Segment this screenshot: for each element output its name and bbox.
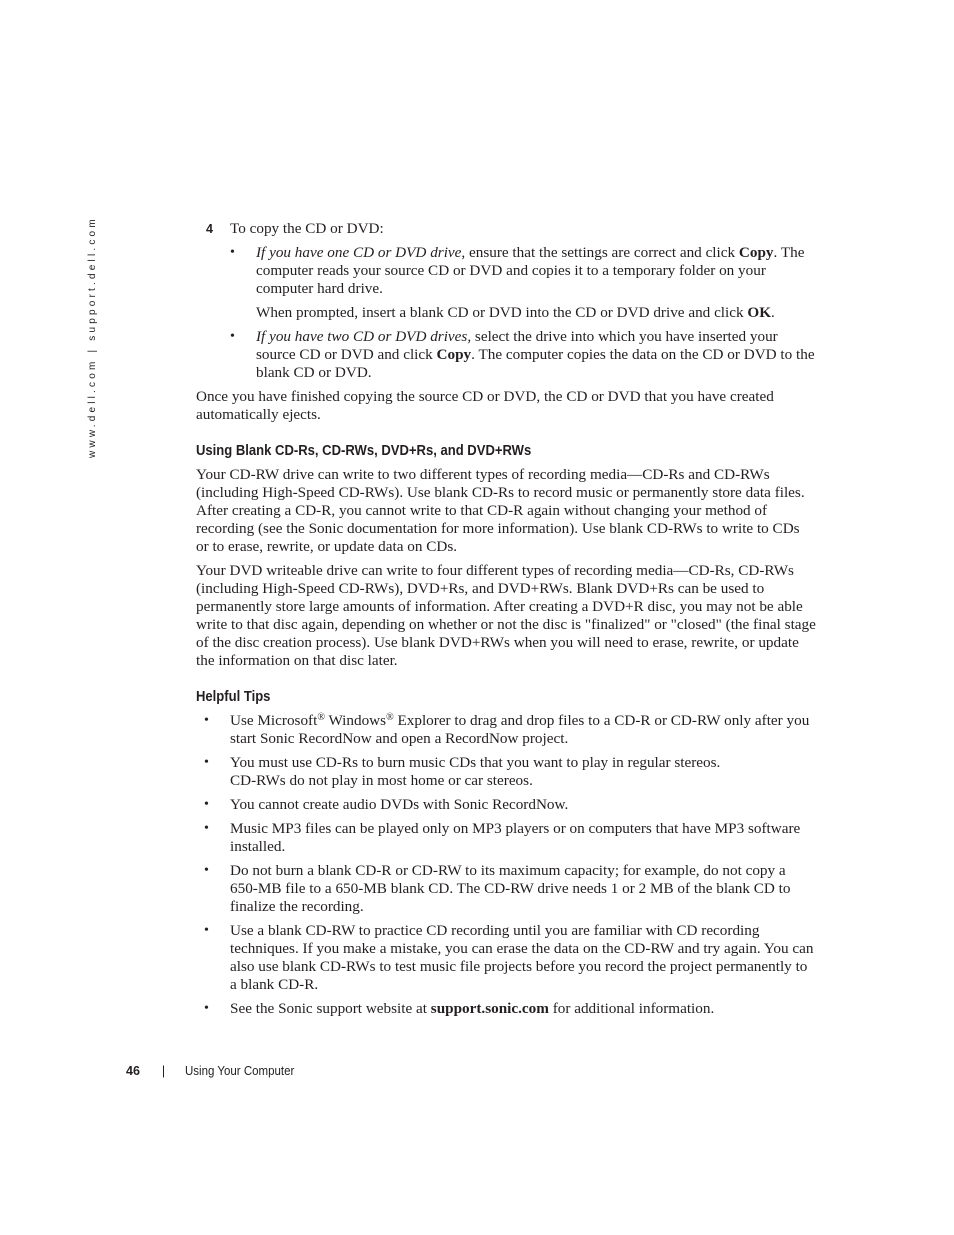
bullet-icon: •: [230, 329, 235, 344]
list-item: • See the Sonic support website at support.sonic.com for additional information.: [204, 1000, 715, 1017]
bullet-icon: •: [230, 245, 235, 260]
step-number: 4: [206, 222, 213, 236]
page-content: [196, 220, 816, 1024]
sonic-support-link[interactable]: support.sonic.com: [430, 1000, 549, 1017]
list-item: • If you have two CD or DVD drives, select the drive into which you have inserted your source CD or DVD and click Copy. The computer copies the data on the CD or DVD to the blank CD or DVD.: [230, 328, 815, 381]
bullet-icon: •: [204, 1001, 209, 1016]
bullet-icon: •: [204, 821, 209, 836]
tips-list: [204, 712, 816, 1018]
step-text: To copy the CD or DVD:: [230, 220, 384, 237]
section-heading-helpful-tips: Helpful Tips: [196, 689, 271, 705]
list-item: • You must use CD-Rs to burn music CDs that you want to play in regular stereos. CD-RWs do not play in most home or car stereos.: [204, 754, 721, 789]
side-url: www.dell.com | support.dell.com: [87, 216, 98, 458]
list-item: • You cannot create audio DVDs with Sonic RecordNow.: [204, 796, 569, 813]
list-item: • If you have one CD or DVD drive, ensure that the settings are correct and click Copy. The computer reads your source CD or DVD and copies it to a temporary folder on your computer hard drive. When prompted, insert a blank CD or DVD into the CD or DVD drive and click OK.: [230, 244, 805, 321]
page-footer: [126, 1062, 304, 1080]
list-item: • Do not burn a blank CD-R or CD-RW to its maximum capacity; for example, do not copy a 650-MB file to a 650-MB blank CD. The CD-RW drive needs 1 or 2 MB of the blank CD to finalize the recording.: [204, 862, 791, 915]
bullet-icon: •: [204, 923, 209, 938]
after-copy-paragraph: Once you have finished copying the source CD or DVD, the CD or DVD that you have created automatically ejects.: [196, 388, 774, 423]
footer-separator: |: [161, 1064, 166, 1078]
page-number: 46: [126, 1064, 140, 1078]
bullet-icon: •: [204, 797, 209, 812]
bullet-icon: •: [204, 713, 209, 728]
dvd-paragraph: Your DVD writeable drive can write to four different types of recording media—CD-Rs, CD-RWs (including High-Speed CD-RWs), DVD+Rs, and DVD+RWs. Blank DVD+Rs can be used to permanently store large amounts of information. After creating a DVD+R disc, you may not be able write to that disc again, depending on whether or not the disc is "finalized" or "closed" (the final stage of the disc creation process). Use blank DVD+RWs when you will need to erase, rewrite, or update the information on that disc later.: [196, 562, 816, 669]
bullet-icon: •: [204, 863, 209, 878]
copy-options-list: [230, 244, 816, 382]
list-item: • Music MP3 files can be played only on MP3 players or on computers that have MP3 software installed.: [204, 820, 801, 855]
option-title: If you have two CD or DVD drives: [256, 328, 468, 345]
step-4: [206, 220, 816, 238]
ok-command: OK: [747, 304, 772, 321]
chapter-title: Using Your Computer: [185, 1064, 295, 1078]
list-item: • Use Microsoft® Windows® Explorer to drag and drop files to a CD-R or CD-RW only after you start Sonic RecordNow and open a RecordNow project.: [204, 712, 810, 747]
copy-command: Copy: [436, 346, 472, 363]
section-heading-blank-media: Using Blank CD-Rs, CD-RWs, DVD+Rs, and DVD+RWs: [196, 443, 532, 459]
list-item: • Use a blank CD-RW to practice CD recording until you are familiar with CD recording techniques. If you make a mistake, you can erase the data on the CD-RW and try again. You can also use blank CD-RWs to test music file projects before you record the project permanently to a blank CD-R.: [204, 922, 814, 993]
cdrw-paragraph: Your CD-RW drive can write to two different types of recording media—CD-Rs and CD-RWs (including High-Speed CD-RWs). Use blank CD-Rs to record music or permanently store data files. After creating a CD-R, you cannot write to that CD-R again without changing your method of recording (see the Sonic documentation for more information). Use blank CD-RWs to write to CDs or to erase, rewrite, or update data on CDs.: [196, 466, 805, 555]
copy-command: Copy: [738, 244, 774, 261]
option-title: If you have one CD or DVD drive: [256, 244, 462, 261]
bullet-icon: •: [204, 755, 209, 770]
